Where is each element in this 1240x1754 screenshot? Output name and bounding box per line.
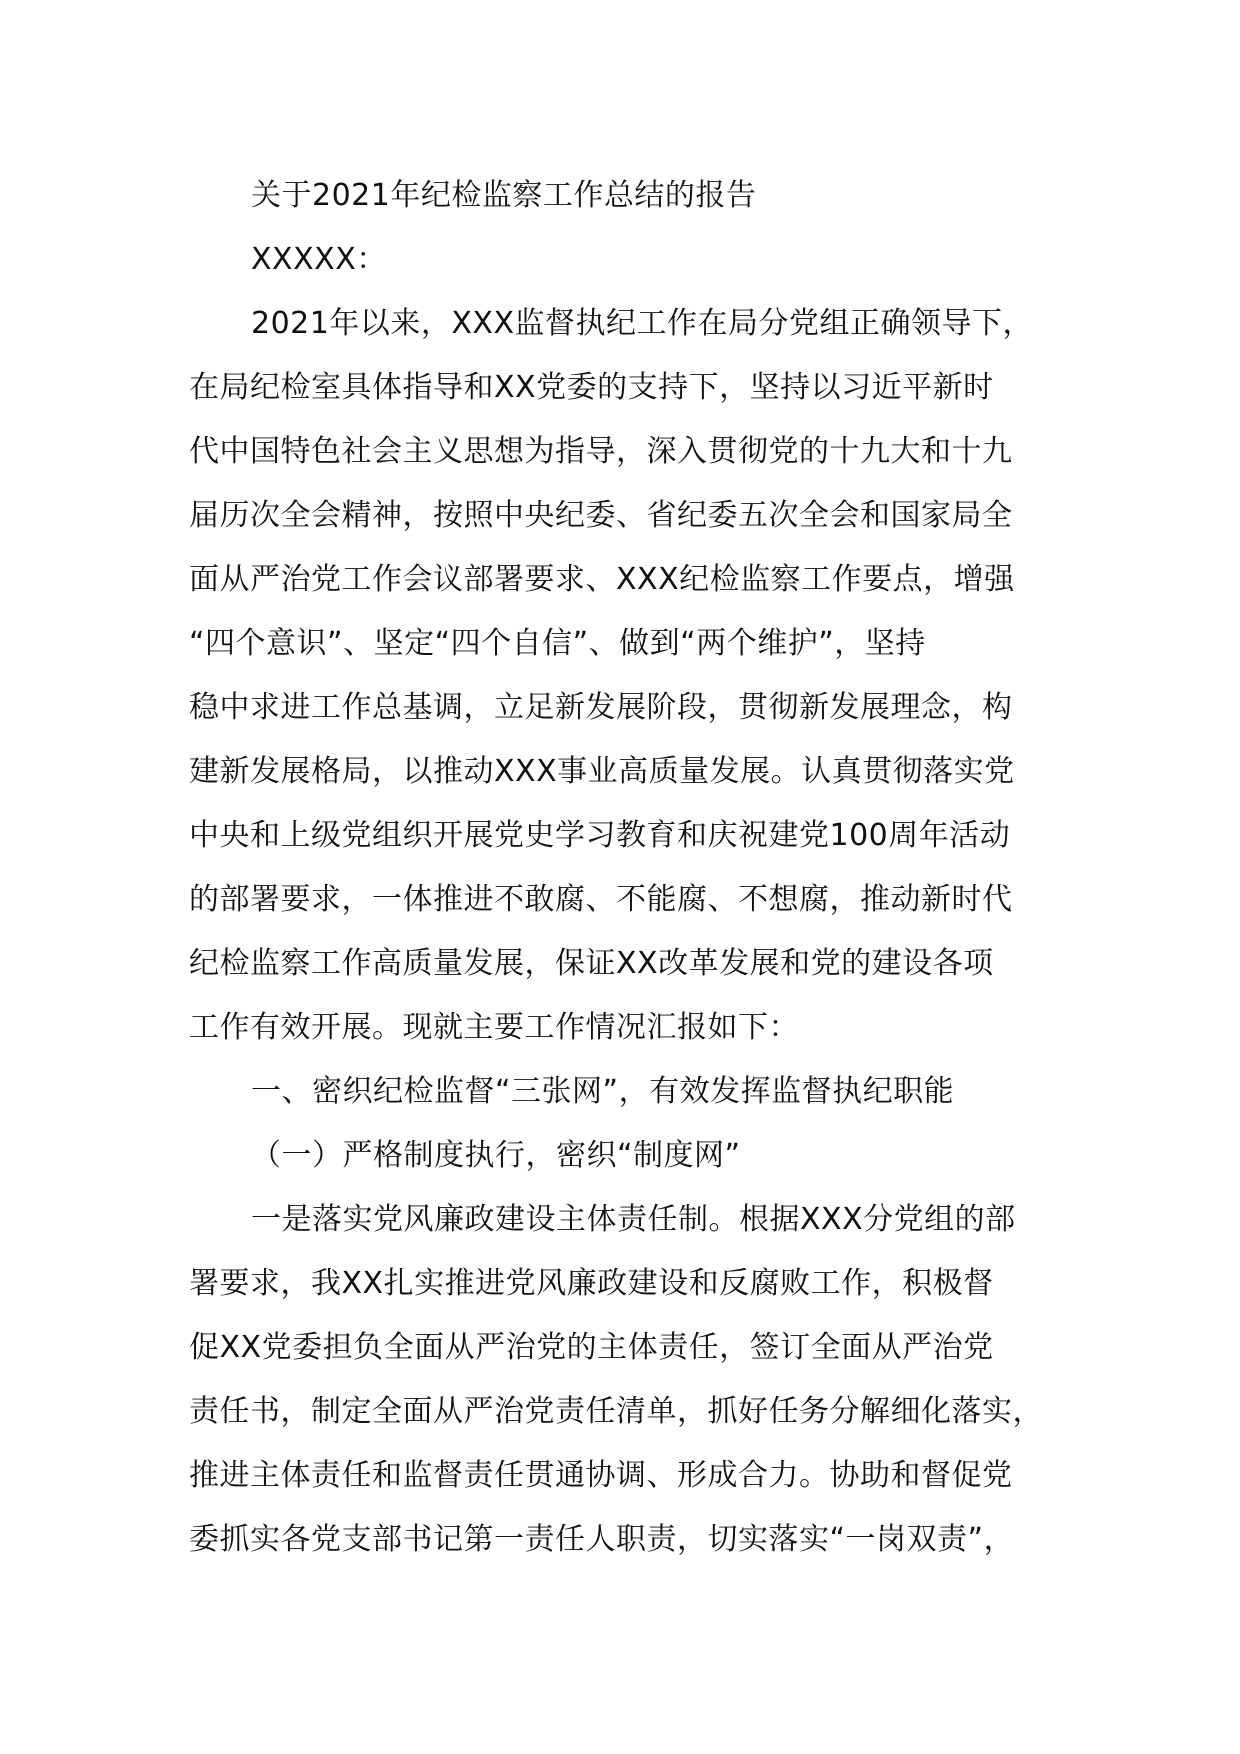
text-line: 面从严治党工作会议部署要求、XXX纪检监察工作要点，增强 xyxy=(189,562,1015,597)
text-line: 届历次全会精神，按照中央纪委、省纪委五次全会和国家局全 xyxy=(189,498,1013,533)
text-line: 署要求，我XX扎实推进党风廉政建设和反腐败工作，积极督 xyxy=(189,1266,994,1301)
text-line: 中央和上级党组织开展党史学习教育和庆祝建党100周年活动 xyxy=(189,818,1011,853)
text-line: 代中国特色社会主义思想为指导，深入贯彻党的十九大和十九 xyxy=(189,434,1013,469)
text-line: 在局纪检室具体指导和XX党委的支持下，坚持以习近平新时 xyxy=(189,370,994,405)
text-line: 稳中求进工作总基调，立足新发展阶段，贯彻新发展理念，构 xyxy=(189,690,1013,725)
text-line: 的部署要求，一体推进不敢腐、不能腐、不想腐，推动新时代 xyxy=(189,882,1013,917)
text-line: 责任书，制定全面从严治党责任清单，抓好任务分解细化落实， xyxy=(189,1394,1043,1429)
text-line: 2021年以来，XXX监督执纪工作在局分党组正确领导下， xyxy=(251,306,1034,341)
subsection-heading: （一）严格制度执行，密织“制度网” xyxy=(251,1138,741,1173)
salutation: XXXXX： xyxy=(251,242,387,277)
section-heading: 一、密织纪检监督“三张网”，有效发挥监督执纪职能 xyxy=(251,1074,955,1109)
text-line: 纪检监察工作高质量发展，保证XX改革发展和党的建设各项 xyxy=(189,946,994,981)
text-line: 推进主体责任和监督责任贯通协调、形成合力。协助和督促党 xyxy=(189,1458,1013,1493)
text-line: 促XX党委担负全面从严治党的主体责任，签订全面从严治党 xyxy=(189,1330,994,1365)
text-line: 建新发展格局，以推动XXX事业高质量发展。认真贯彻落实党 xyxy=(189,754,1015,789)
text-line: 工作有效开展。现就主要工作情况汇报如下： xyxy=(189,1010,799,1045)
text-line: “四个意识”、坚定“四个自信”、做到“两个维护”，坚持 xyxy=(189,626,926,661)
document-title: 关于2021年纪检监察工作总结的报告 xyxy=(251,178,757,213)
text-line: 一是落实党风廉政建设主体责任制。根据XXX分党组的部 xyxy=(251,1202,1016,1237)
text-line: 委抓实各党支部书记第一责任人职责，切实落实“一岗双责”， xyxy=(189,1522,1015,1557)
